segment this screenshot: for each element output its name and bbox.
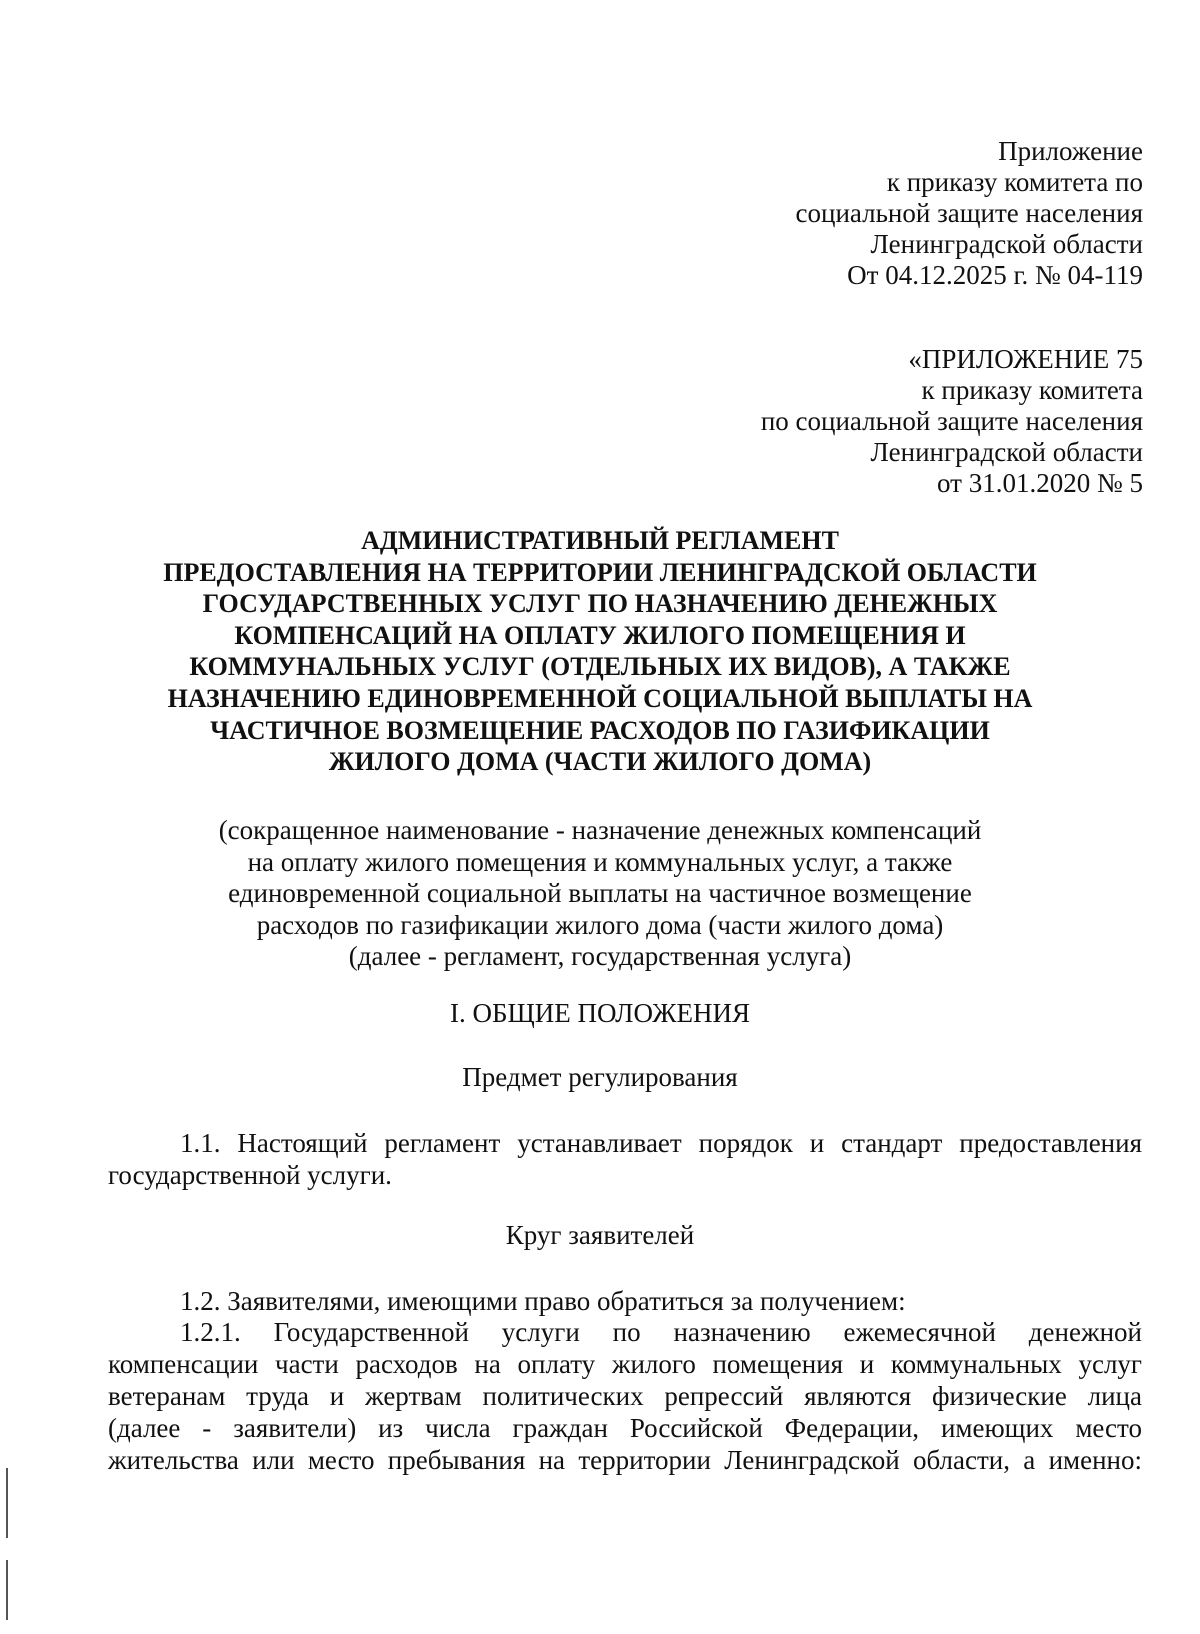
appendix-75-block [761,344,1143,499]
short-name-line: на оплату жилого помещения и коммунальных услуг, а также [247,846,953,877]
approval-line: социальной защите населения [795,198,1143,228]
paragraph-1-2-1 [108,1316,1142,1476]
short-name-line: единовременной социальной выплаты на частичное возмещение [228,878,972,909]
paragraph-line: государственной услуги. [108,1160,392,1190]
paragraph-line: 1.2. Заявителями, имеющими право обратиться за получением: [180,1286,906,1316]
title-line: ЧАСТИЧНОЕ ВОЗМЕЩЕНИЕ РАСХОДОВ ПО ГАЗИФИКАЦИИ [210,715,990,745]
title-line: ПРЕДОСТАВЛЕНИЯ НА ТЕРРИТОРИИ ЛЕНИНГРАДСКОЙ ОБЛАСТИ [163,557,1037,587]
appendix-75-label: «ПРИЛОЖЕНИЕ 75 [908,344,1143,374]
short-name-line: расходов по газификации жилого дома (части жилого дома) [256,909,944,940]
title-line: КОММУНАЛЬНЫХ УСЛУГ (ОТДЕЛЬНЫХ ИХ ВИДОВ), А ТАКЖЕ [189,652,1011,682]
title-line: КОМПЕНСАЦИЙ НА ОПЛАТУ ЖИЛОГО ПОМЕЩЕНИЯ И [234,620,966,650]
short-name-block [100,815,1100,973]
paragraph-1-2 [108,1285,1142,1317]
appendix-75-line: по социальной защите населения [760,406,1143,436]
approval-label: Приложение [998,136,1143,166]
title-line: ЖИЛОГО ДОМА (ЧАСТИ ЖИЛОГО ДОМА) [328,747,872,777]
approval-date: От 04.12.2025 г. № 04-119 [847,260,1143,290]
subsection-heading-applicants: Круг заявителей [505,1220,695,1250]
document-title [100,525,1100,778]
title-line: НАЗНАЧЕНИЮ ЕДИНОВРЕМЕННОЙ СОЦИАЛЬНОЙ ВЫПЛАТЫ НА [167,683,1033,713]
short-name-line: (сокращенное наименование - назначение денежных компенсаций [218,815,982,845]
approval-line: Ленинградской области [870,229,1143,259]
paragraph-line: жительства или место пребывания на территории Ленинградской области, а именно: [108,1445,1142,1475]
appendix-75-date: от 31.01.2020 № 5 [937,468,1143,498]
paragraph-line: 1.2.1. Государственной услуги по назначению ежемесячной денежной [180,1317,1142,1347]
paragraph-line: 1.1. Настоящий регламент устанавливает порядок и стандарт предоставления [180,1128,1142,1158]
approval-block [796,136,1143,291]
appendix-75-line: Ленинградской области [870,437,1143,467]
section-heading: I. ОБЩИЕ ПОЛОЖЕНИЯ [450,998,750,1028]
paragraph-line: ветеранам труда и жертвам политических репрессий являются физические лица [108,1381,1142,1411]
paragraph-1-1 [108,1127,1142,1191]
scan-edge-mark [6,1560,8,1620]
scan-edge-mark [6,1468,8,1538]
appendix-75-line: к приказу комитета [921,375,1143,405]
title-line: АДМИНИСТРАТИВНЫЙ РЕГЛАМЕНТ [361,526,839,555]
paragraph-line: компенсации части расходов на оплату жилого помещения и коммунальных услуг [108,1349,1142,1379]
title-line: ГОСУДАРСТВЕННЫХ УСЛУГ ПО НАЗНАЧЕНИЮ ДЕНЕЖНЫХ [202,589,998,619]
paragraph-line: (далее - заявители) из числа граждан Российской Федерации, имеющих место [108,1413,1142,1443]
subsection-heading-subject: Предмет регулирования [462,1062,738,1092]
short-name-line: (далее - регламент, государственная услуга) [348,941,852,972]
approval-line: к приказу комитета по [886,167,1143,197]
